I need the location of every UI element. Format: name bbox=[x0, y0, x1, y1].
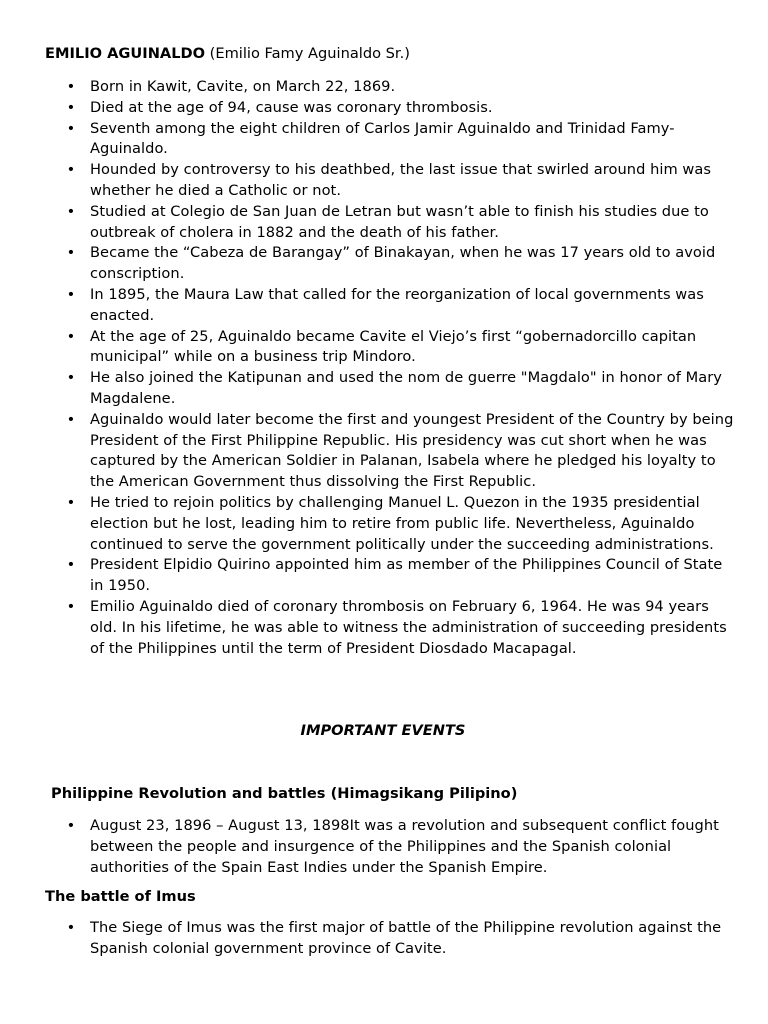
imus-battle-heading: The battle of Imus bbox=[45, 888, 196, 905]
list-item bbox=[0, 119, 740, 161]
document-title bbox=[45, 44, 735, 65]
bullet-icon: • bbox=[66, 98, 76, 116]
list-item bbox=[0, 285, 740, 327]
list-item-text: Aguinaldo would later become the first and youngest President of the Country by being President of the First Philippine Republic. His presidency was cut short when he was captured by the American Soldier in Palanan, Isabela where he pledged his loyalty to the American Government thus dissolving the First Republic. bbox=[90, 410, 734, 491]
list-item-text: He tried to rejoin politics by challenging Manuel L. Quezon in the 1935 presidential election but he lost, leading him to retire from public life. Nevertheless, Aguinaldo continued to serve the government politically under the succeeding administrations. bbox=[90, 493, 714, 553]
list-item-text: Emilio Aguinaldo died of coronary thrombosis on February 6, 1964. He was 94 years old. In his lifetime, he was able to witness the administration of succeeding presidents of the Philippines until the term of President Diosdado Macapagal. bbox=[90, 597, 727, 657]
list-item bbox=[0, 493, 740, 555]
bullet-icon: • bbox=[66, 369, 76, 387]
list-item bbox=[0, 555, 740, 597]
title-full-name: (Emilio Famy Aguinaldo Sr.) bbox=[205, 45, 410, 62]
bullet-icon: • bbox=[66, 161, 76, 179]
title-name: EMILIO AGUINALDO bbox=[45, 45, 206, 62]
bullet-icon: • bbox=[66, 410, 76, 428]
bullet-icon: • bbox=[66, 919, 76, 936]
list-item-text: He also joined the Katipunan and used the nom de guerre "Magdalo" in honor of Mary Magdalene. bbox=[90, 369, 722, 407]
revolution-list bbox=[0, 816, 740, 878]
bullet-icon: • bbox=[66, 78, 76, 95]
important-events-title: IMPORTANT EVENTS bbox=[300, 722, 466, 739]
list-item bbox=[0, 410, 740, 493]
bullet-icon: • bbox=[66, 202, 76, 220]
bullet-icon: • bbox=[66, 285, 76, 303]
list-item-text: Studied at Colegio de San Juan de Letran but wasn’t able to finish his studies due to outbreak of cholera in 1882 and the death of his father. bbox=[90, 202, 709, 241]
imus-battle-list bbox=[0, 918, 740, 960]
list-item-text: President Elpidio Quirino appointed him as member of the Philippines Council of State in 1950. bbox=[90, 556, 723, 595]
list-item-text: August 23, 1896 – August 13, 1898It was a revolution and subsequent conflict fought between the people and insurgence of the Philippines and the Spanish colonial authorities of the Spain East Indies under the Spanish Empire. bbox=[90, 817, 719, 876]
list-item-text: Born in Kawit, Cavite, on March 22, 1869. bbox=[90, 78, 396, 95]
list-item bbox=[0, 816, 740, 878]
list-item-text: Became the “Cabeza de Barangay” of Binakayan, when he was 17 years old to avoid conscription. bbox=[90, 244, 716, 283]
bullet-icon: • bbox=[66, 119, 76, 137]
list-item-text: In 1895, the Maura Law that called for the reorganization of local governments was enacted. bbox=[90, 285, 704, 324]
bullet-icon: • bbox=[66, 493, 76, 511]
list-item-text: Hounded by controversy to his deathbed, the last issue that swirled around him was whether he died a Catholic or not. bbox=[90, 161, 712, 199]
list-item bbox=[0, 597, 740, 659]
bullet-icon: • bbox=[66, 327, 76, 345]
bullet-icon: • bbox=[66, 556, 76, 574]
list-item bbox=[0, 202, 740, 244]
list-item bbox=[0, 327, 740, 369]
biography-list bbox=[0, 77, 740, 659]
bullet-icon: • bbox=[66, 817, 76, 834]
list-item bbox=[0, 98, 740, 119]
list-item bbox=[0, 160, 740, 202]
list-item-text: Died at the age of 94, cause was coronary thrombosis. bbox=[90, 98, 493, 116]
list-item bbox=[0, 368, 740, 410]
list-item-text: The Siege of Imus was the first major of battle of the Philippine revolution against the Spanish colonial government province of Cavite. bbox=[90, 919, 722, 957]
bullet-icon: • bbox=[66, 244, 76, 262]
bullet-icon: • bbox=[66, 597, 76, 615]
list-item bbox=[0, 77, 740, 98]
list-item-text: At the age of 25, Aguinaldo became Cavite el Viejo’s first “gobernadorcillo capitan municipal” while on a business trip Mindoro. bbox=[90, 327, 697, 366]
revolution-heading: Philippine Revolution and battles (Himagsikang Pilipino) bbox=[51, 785, 518, 802]
list-item bbox=[0, 243, 740, 285]
list-item-text: Seventh among the eight children of Carlos Jamir Aguinaldo and Trinidad Famy-Aguinaldo. bbox=[90, 119, 675, 158]
list-item bbox=[0, 918, 740, 960]
